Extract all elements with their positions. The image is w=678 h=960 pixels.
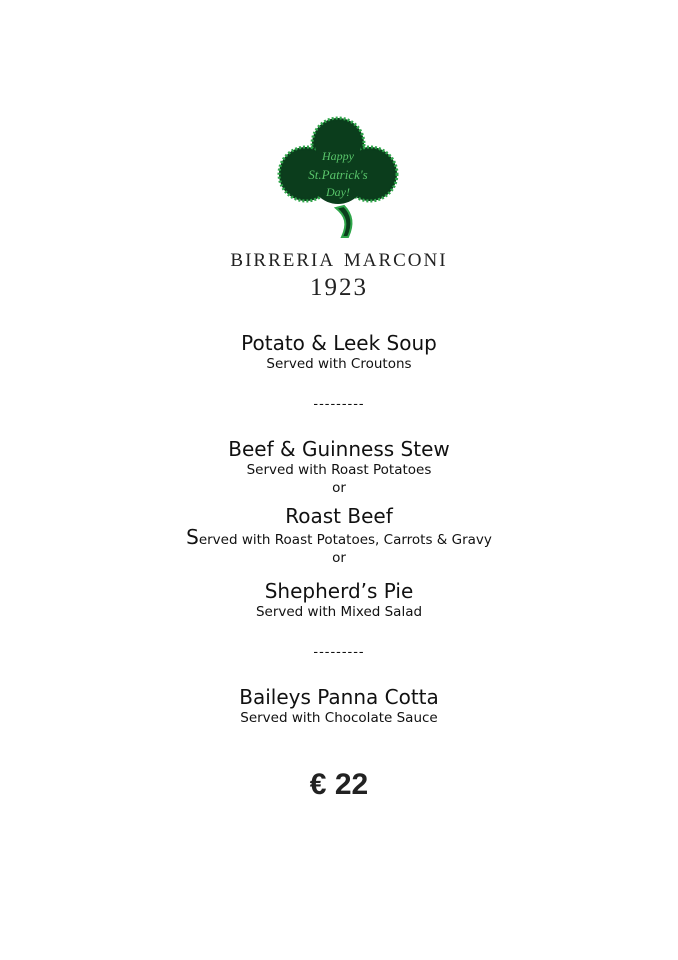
main-1 [0, 437, 678, 497]
dessert-section [0, 685, 678, 727]
main-2 [0, 504, 678, 567]
starter-section [0, 331, 678, 373]
shamrock-icon [276, 116, 400, 238]
separator-1: --------- [313, 397, 365, 412]
dessert-desc: Served with Chocolate Sauce [240, 710, 438, 726]
menu-price: € 22 [309, 768, 369, 801]
or-label-2: or [332, 550, 346, 566]
main-2-desc-rest: erved with Roast Potatoes, Carrots & Gravy [198, 532, 492, 548]
main-1-name: Beef & Guinness Stew [228, 437, 450, 461]
logo-line-1: Happy [322, 149, 354, 163]
main-2-desc-initial: S [186, 525, 199, 549]
separator-2: --------- [313, 645, 365, 660]
logo-line-3: Day! [326, 185, 350, 199]
logo-line-2: St.Patrick's [308, 167, 368, 182]
shamrock-logo [276, 116, 400, 238]
main-3-name: Shepherd’s Pie [264, 579, 414, 603]
restaurant-year: 1923 [310, 274, 368, 301]
dessert-name: Baileys Panna Cotta [239, 685, 439, 709]
main-2-desc [0, 525, 678, 549]
starter-desc: Served with Croutons [266, 356, 412, 372]
main-3-desc: Served with Mixed Salad [255, 604, 423, 620]
restaurant-name: birreria marconi [230, 242, 448, 272]
or-label-1: or [332, 480, 346, 496]
main-2-name: Roast Beef [285, 504, 393, 528]
starter-name: Potato & Leek Soup [241, 331, 437, 355]
main-3 [0, 579, 678, 621]
main-1-desc: Served with Roast Potatoes [246, 462, 432, 478]
